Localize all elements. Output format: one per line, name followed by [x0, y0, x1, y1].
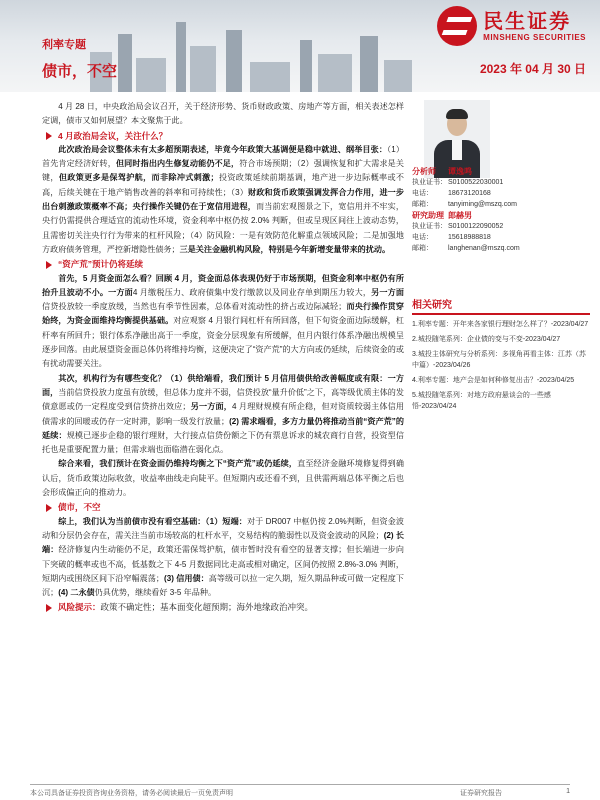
main-body: [42, 100, 404, 615]
report-category: 利率专题: [42, 39, 86, 51]
analyst-role: 研究助理: [412, 211, 444, 220]
section2-paragraph: 综合来看，我们预计在资金面仍维持均衡之下“资产荒”或仍延续，直至经济金融环境修复得到确认后，货币政策边际收敛，收益率曲线走向陡平。但短期内或还看不到，且供需两端总体平衡之后也会形成偏正向的推动力。: [42, 459, 404, 498]
logo-text-cn: 民生证券: [483, 10, 572, 33]
logo-mark-icon: [437, 6, 477, 46]
phone-number: 15618988818: [448, 234, 491, 241]
phone-label: 电话：: [412, 234, 433, 241]
section-heading: 4 月政治局会议，关注什么？: [42, 129, 404, 143]
skyline-building: [226, 30, 242, 92]
skyline-tower: [176, 22, 186, 92]
section1-paragraph: 此次政治局会议整体未有太多超预期表述，毕竟今年政策大基调便是稳中就进、纲举目张：（1）首先肯定经济好转，但同时指出内生修复动能仍不足，符合市场预期；（2）强调恢复和扩大需求是关键，但政策更多是保驾护航，而非除冲式刺激；投资政策延续前期基调，地产进一步边际概率或不高，后续关键在于地产销售改善的斜率和可持续性；（3）财政和货币政策强调发挥合力作用，进一步出台刺激政策概率不高；央行操作关键仍在于宽信用进程，而当前宏观图景之下，宽信用并不牢实，央行仍需提供合理适宜的流动性环境，资金利率中枢仍按 2.0% 判断，但或呈现区间往上波动态势，且需密切关注央行行为带来的杠杆风险；（4）防风险：一是有效防范化解重点领域风险；二是加强地方政府债务管理，严控新增隐性债务；三是关注金融机构风险，特别是今年新增变量带来的扰动。: [42, 144, 404, 254]
skyline-building: [300, 40, 312, 92]
email-address[interactable]: tanyiming@mszq.com: [448, 201, 517, 208]
cert-number: S0100122090052: [448, 223, 504, 230]
related-item[interactable]: 4.利率专题：地产会是如何种修复出击？-2023/04/25: [412, 377, 575, 384]
skyline-building: [190, 46, 216, 92]
phone-label: 电话：: [412, 190, 433, 197]
analyst-name: 谭逸鸣: [448, 167, 472, 176]
risk-warning: 风险提示：政策不确定性；基本面变化超预期；海外地缘政治冲突。: [42, 600, 404, 614]
skyline-building: [250, 62, 290, 92]
phone-number: 18673120168: [448, 190, 491, 197]
disclaimer-note: 本公司具备证券投资咨询业务资格，请务必阅读最后一页免责声明: [30, 790, 233, 797]
email-label: 邮箱：: [412, 201, 433, 208]
page-footer: [30, 788, 570, 798]
arrow-bullet-icon: [46, 604, 52, 612]
page-number: 1: [566, 788, 570, 795]
footer-divider: [30, 784, 570, 785]
section-heading: “资产荒”预计仍将延续: [42, 257, 404, 271]
skyline-building: [360, 36, 378, 92]
skyline-building: [118, 34, 132, 92]
arrow-bullet-icon: [46, 261, 52, 269]
cert-label: 执业证书：: [412, 179, 447, 186]
arrow-bullet-icon: [46, 504, 52, 512]
related-item[interactable]: 3.城投主体研究与分析系列：多视角再看主体：江苏（苏中篇）-2023/04/26: [412, 351, 586, 369]
analyst-role: 分析师: [412, 167, 436, 176]
email-label: 邮箱：: [412, 245, 433, 252]
skyline-building: [384, 60, 412, 92]
section-heading: 债市，不空: [42, 500, 404, 514]
report-header: [0, 0, 600, 92]
section2-paragraph: 首先，5 月资金面怎么看？回顾 4 月，资金面总体表现仍好于市场预期，但资金利率中枢仍有所抬升且波动不小。一方面4 月缴税压力、政府债集中发行缴款以及同业存单到期压力较大，另一方面信贷投放较一季度放缓，当然也有季节性因素，总体看对流动性的挤占或边际减轻；而央行操作贯穿始终，为资金面维持均衡提供基础。对应观察 4 月银行间杠杆有所回落，但下旬资金面边际缓解，杠杆率有所回升；银行体系净融出高于一季度，资金分层现象有所缓解，但月内银行体系净融出规模呈逐步回落。由此展望资金面总体仍将维持均衡，这便决定了“资产荒”的大方向或仍延续，后续资金的或有扰动需要关注。: [42, 273, 404, 369]
intro-paragraph: 4 月 28 日，中央政治局会议召开，关于经济形势、货币财政政策、房地产等方面，相关表述怎样定调，债市又如何展望？本文聚焦于此。: [42, 102, 404, 126]
skyline-building: [318, 54, 352, 92]
arrow-bullet-icon: [46, 132, 52, 140]
email-address[interactable]: langhenan@mszq.com: [448, 245, 520, 252]
related-item[interactable]: 5.城投随笔系列：对地方政府悬谈会的一些感悟-2023/04/24: [412, 392, 551, 410]
cert-label: 执业证书：: [412, 223, 447, 230]
related-heading: 相关研究: [412, 296, 590, 315]
report-title: 债市，不空: [42, 63, 118, 80]
related-research: [412, 296, 590, 412]
logo-text-en: MINSHENG SECURITIES: [483, 32, 586, 42]
related-item[interactable]: 2.城投随笔系列：企业债的变与不变-2023/04/27: [412, 336, 561, 343]
skyline-building: [136, 58, 166, 92]
cert-number: S0100522030001: [448, 179, 504, 186]
section3-paragraph: 综上，我们认为当前债市没有看空基础：（1）短端：对于 DR007 中枢仍按 2.0%判断，但资金波动和分层仍会存在，需关注当前市场较高的杠杆水平，交易结构的脆弱性以及资金波动的风险；(2) 长端：经济修复内生动能仍不足，政策还需保驾护航，债市暂时没有看空的显著支撑；但长端进一步向下突破的概率或也不高，低基数之下 4-5 月数据同比走高或相对确定，区间仍按照 2.8%-3.0% 判断，短期内或围绕区间下沿窄幅震荡；(3) 信用债：高等级可以拉一定久期，短久期品种或可做一定程度下沉；(4) 二永债仍具优势，继续看好 3-5 年品种。: [42, 516, 404, 598]
analyst-name: 郎赫男: [448, 211, 472, 220]
report-type: 证券研究报告: [460, 790, 502, 797]
report-date: 2023 年 04 月 30 日: [479, 62, 586, 76]
company-logo: [437, 6, 586, 46]
section2-paragraph: 其次，机构行为有哪些变化？（1）供给端看，我们预计 5 月信用债供给改善幅度或有限：一方面，当前信贷投放力度虽有放缓，但总体力度并不弱，信贷投放“量升价低”之下，高等级优质主体的发债意愿或仍一定程度受到信贷挤出效应；另一方面，4 月理财规模有所企稳，但对资质较弱主体信用债需求的回暖或仍存一定时滞，影响一级发行放量；(2) 需求端看，多方力量仍将推动当前“资产荒”的延续：规模已逐步企稳的银行理财，大行接点信贷份额之下仍有票息诉求的城农商行自营，投资型信托也是重要配置力量；但需求端也面临潜在弱化点。: [42, 373, 404, 455]
analyst-info: [412, 166, 590, 254]
related-item[interactable]: 1.利率专题：开年来各家银行理财怎么样了？-2023/04/27: [412, 321, 589, 328]
